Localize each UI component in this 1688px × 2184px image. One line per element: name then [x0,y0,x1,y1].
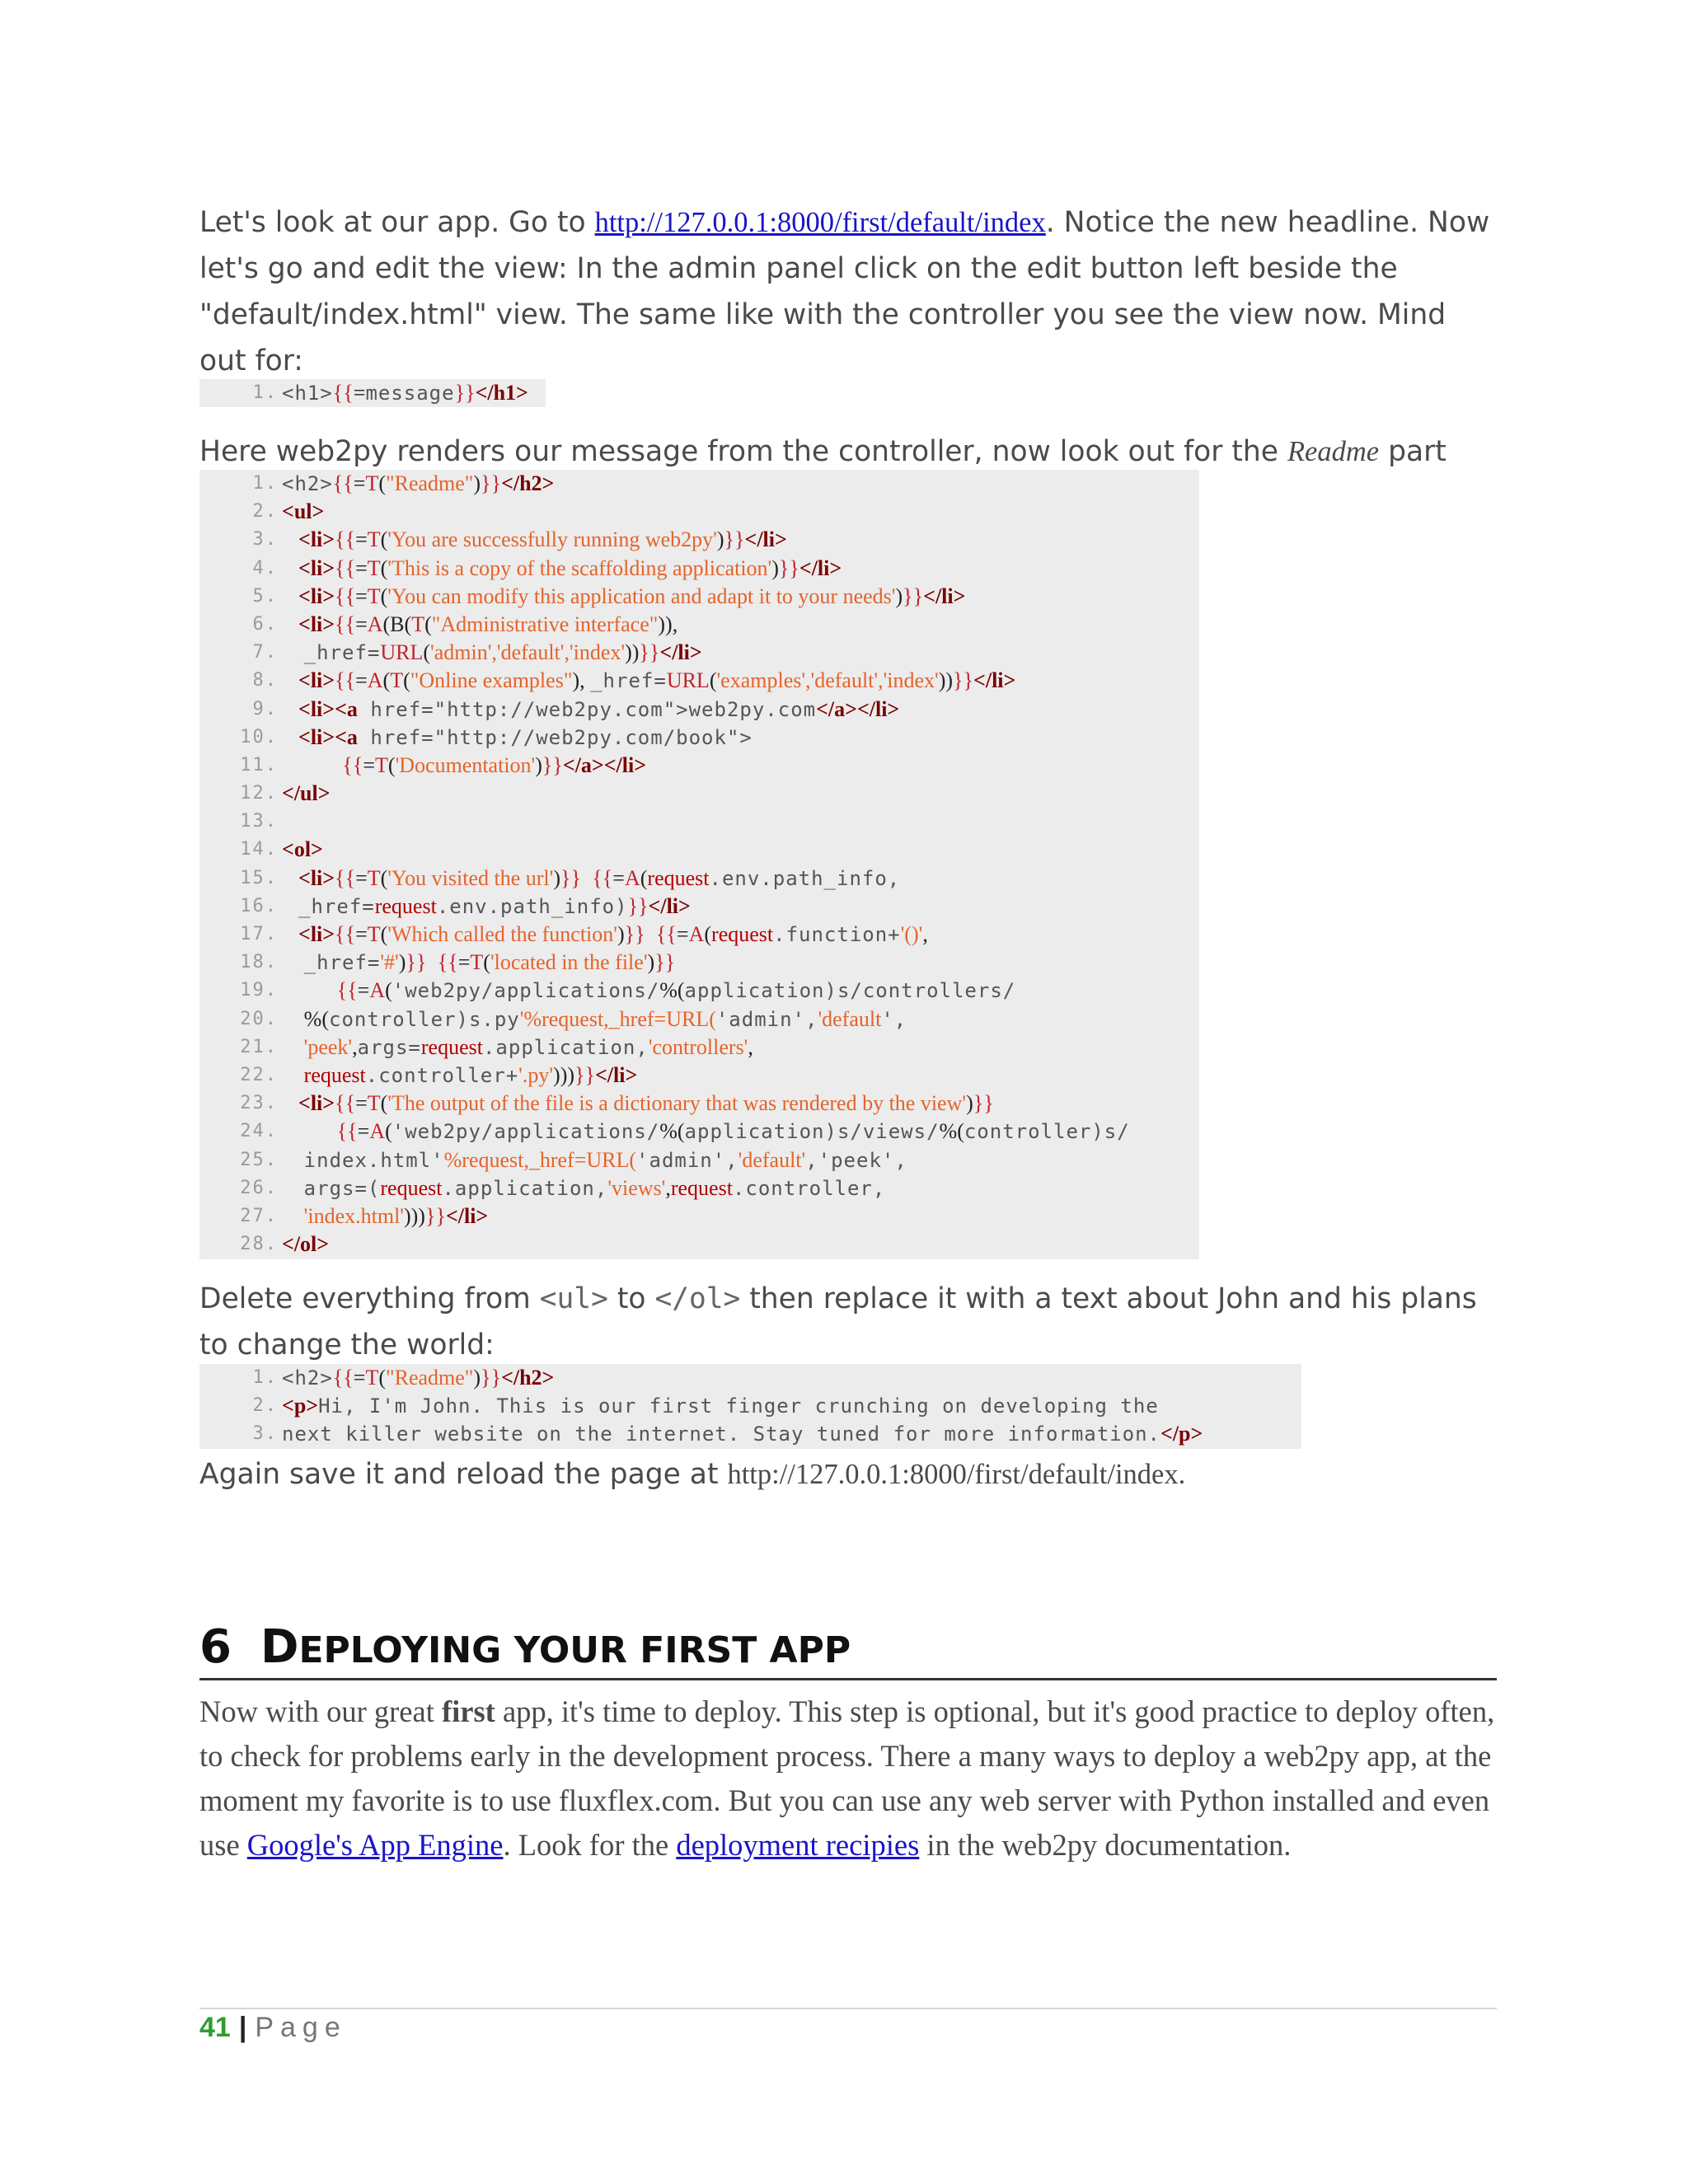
code-text: <ol> [282,837,323,862]
line-number: 27. [240,1205,278,1226]
intro-text-1: Let's look at our app. Go to [199,206,595,239]
app-engine-link[interactable]: Google's App Engine [246,1828,504,1862]
code-line [199,555,1199,583]
line-number: 12. [240,783,278,804]
code-text: {{=A('web2py/applications/%(application)s/views/%(controller)s/ [336,1119,1130,1144]
readme-paragraph [199,429,1497,475]
readme-word: Readme [1287,436,1380,467]
deploy-paragraph [199,1690,1497,1868]
code-line [199,836,1199,864]
line-number: 24. [240,1121,278,1142]
code-line [199,667,1199,695]
code-line [199,1392,1301,1420]
inline-code-ol: </ol> [654,1282,741,1315]
section-number: 6 [199,1620,232,1674]
deploy-bold-word: first [441,1694,495,1728]
line-number: 7. [252,642,278,663]
code-text: <li>{{=T('You visited the url')}} {{=A(request.env.path_info, [298,865,901,890]
code-text: <li><a href="http://web2py.com">web2py.com</a></li> [298,696,900,721]
code-line [199,893,1199,921]
line-number: 28. [240,1234,278,1255]
delete-text-1: Delete everything from [199,1282,540,1315]
code-text: <li><a href="http://web2py.com/book"> [298,724,753,749]
code-line [199,1230,1199,1258]
code-text: <ul> [282,499,325,524]
line-number: 15. [240,867,278,888]
line-number: 18. [240,952,278,973]
delete-paragraph [199,1276,1497,1368]
code-line [199,921,1199,949]
code-text: {{=T('Documentation')}}</a></li> [342,752,647,777]
code-line [199,583,1199,611]
line-number: 19. [240,980,278,1001]
code-text: <li>{{=A(T("Online examples"), _href=URL('examples','default','index'))}}</li> [298,668,1016,693]
code-line [199,1005,1199,1033]
code-line [199,1174,1199,1202]
line-number: 25. [240,1149,278,1170]
code-line [199,1090,1199,1118]
reload-url: http://127.0.0.1:8000/first/default/index. [727,1459,1186,1490]
line-number: 9. [252,698,278,719]
line-number: 10. [240,726,278,748]
section-title [260,1620,851,1674]
code-line [199,865,1199,893]
code-line [199,1364,1301,1392]
deployment-recipes-link[interactable]: deployment recipies [676,1828,920,1862]
line-number: 1. [252,473,278,494]
line-number: 21. [240,1036,278,1057]
code-line [199,470,1199,498]
code-line [199,611,1199,639]
line-number: 26. [240,1177,278,1198]
line-number: 11. [240,754,278,776]
line-number: 2. [252,501,278,523]
line-number: 16. [240,895,278,916]
code-text: <p>Hi, I'm John. This is our first finger crunching on developing the [282,1394,1159,1418]
line-number: 13. [240,811,278,832]
code-line [199,949,1199,977]
code-text: {{=A('web2py/applications/%(application)s/controllers/ [336,978,1016,1003]
code-text: request.controller+'.py')))}}</li> [303,1062,638,1087]
code-block-readme-text [199,1364,1301,1449]
line-number: 6. [252,613,278,635]
delete-text-3: then replace it with a text about John and his plans to change the world: [199,1282,1477,1361]
code-line [199,724,1199,752]
line-number: 20. [240,1008,278,1029]
code-text: next killer website on the internet. Stay tuned for more information.</p> [282,1422,1203,1446]
code-text: args=(request.application,'views',request.controller, [303,1175,886,1200]
line-number: 4. [252,557,278,579]
code-line [199,1118,1199,1146]
code-line [199,752,1199,780]
code-line [199,1202,1199,1230]
line-number: 5. [252,585,278,607]
line-number: 17. [240,924,278,944]
deploy-text-1: Now with our great [199,1694,442,1728]
code-line [199,780,1199,808]
reload-text: Again save it and reload the page at [199,1458,728,1491]
line-number: 3. [252,1423,278,1445]
code-line [199,526,1199,554]
code-line [199,1033,1199,1062]
local-app-link[interactable]: http://127.0.0.1:8000/first/default/index [594,207,1046,238]
section-title-initial: D [260,1620,299,1674]
code-block-h1 [199,379,546,407]
readme-text-1: Here web2py renders our message from the controller, now look out for the [199,435,1287,468]
line-number: 14. [240,839,278,860]
line-number: 1. [252,382,278,403]
code-line [199,379,546,407]
code-line [199,1420,1301,1448]
line-number: 22. [240,1064,278,1085]
code-text: <li>{{=T('You are successfully running web2py')}}</li> [298,527,787,552]
reload-paragraph [199,1451,1497,1497]
code-line [199,1146,1199,1174]
code-text: <li>{{=T('This is a copy of the scaffolding application')}}</li> [298,555,842,580]
readme-text-2: part [1379,435,1447,468]
deploy-text-3: . Look for the [503,1828,677,1862]
page-footer [199,2012,347,2044]
code-line [199,977,1199,1005]
code-line [199,696,1199,724]
code-text: <h1>{{=message}}</h1> [282,381,528,405]
code-text: <li>{{=T('Which called the function')}} {{=A(request.function+'()', [298,922,928,946]
code-line [199,639,1199,667]
delete-text-2: to [607,1282,655,1315]
footer-separator: | [238,2012,247,2043]
code-text: index.html'%request,_href=URL('admin','default','peek', [303,1147,907,1172]
code-line [199,498,1199,526]
code-text: _href='#')}} {{=T('located in the file')}} [303,950,676,975]
deploy-text-2: app, it's time to deploy. This step is optional, but it's good practice to deploy often, to check for problems early in the development process. There a many ways to deploy a web2py app, at the moment my favorite is to use fluxflex.com. But you can use any web server with Python installed and even use [199,1694,1495,1862]
code-block-index-view [199,470,1199,1259]
code-text: <li>{{=T('The output of the file is a dictionary that was rendered by the view')}} [298,1091,994,1116]
code-text: <li>{{=T('You can modify this application and adapt it to your needs')}}</li> [298,583,966,608]
code-line [199,808,1199,836]
code-text: _href=URL('admin','default','index'))}}</li> [303,640,702,665]
line-number: 3. [252,529,278,551]
intro-paragraph [199,199,1497,384]
section-title-rest: EPLOYING YOUR FIRST APP [298,1629,851,1671]
code-text: _href=request.env.path_info)}}</li> [298,893,691,918]
code-line [199,1062,1199,1090]
code-text: <h2>{{=T("Readme")}}</h2> [282,471,555,495]
code-text: <h2>{{=T("Readme")}}</h2> [282,1366,555,1390]
line-number: 2. [252,1395,278,1417]
code-text: %(controller)s.py'%request,_href=URL('admin','default', [303,1006,907,1031]
page-label: Page [255,2012,347,2043]
section-heading [199,1615,1497,1680]
code-text: </ul> [282,781,331,806]
inline-code-ul: <ul> [539,1282,608,1315]
code-text: </ol> [282,1232,330,1257]
line-number: 1. [252,1367,278,1388]
code-text: 'peek',args=request.application,'controllers', [303,1034,753,1059]
page-number: 41 [199,2012,231,2043]
line-number: 8. [252,670,278,691]
line-number: 23. [240,1093,278,1114]
footer-divider [199,2008,1497,2009]
intro-text-2: . Notice the new headline. Now let's go and edit the view: In the admin panel click on the edit button left beside the "default/index.html" view. The same like with the controller you see the view now. Mind out for: [199,206,1490,377]
code-text: <li>{{=A(B(T("Administrative interface")), [298,612,678,636]
deploy-text-4: in the web2py documentation. [919,1828,1292,1862]
code-text: 'index.html')))}}</li> [303,1203,489,1228]
